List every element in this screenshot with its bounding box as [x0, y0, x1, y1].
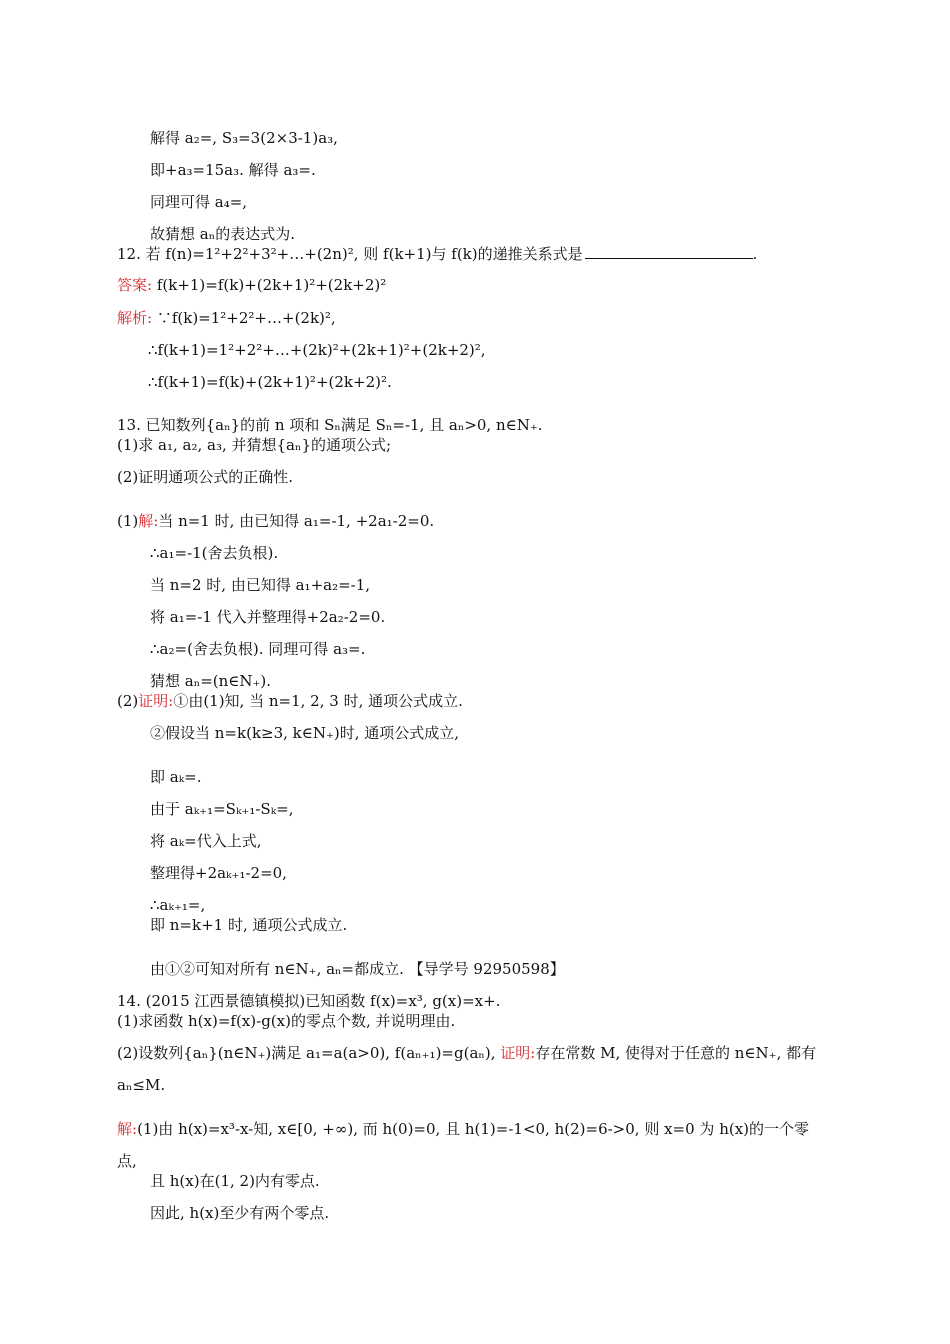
line-text: 将 a₁=-1 代入并整理得+2a₂-2=0.	[150, 608, 386, 626]
line-text: 即 n=k+1 时, 通项公式成立.	[150, 916, 348, 934]
line-text: (1)求 a₁, a₂, a₃, 并猜想{aₙ}的通项公式;	[117, 436, 392, 454]
line-text: 12. 若 f(n)=1²+2²+3²+…+(2n)², 则 f(k+1)与 f(k)的递推关系式是	[117, 245, 583, 263]
line-text: 故猜想 aₙ的表达式为.	[150, 225, 295, 243]
text-line	[150, 639, 365, 659]
line-text: 将 aₖ=代入上式,	[150, 832, 262, 850]
text-line	[150, 831, 262, 851]
text-line	[150, 543, 278, 563]
text-line	[117, 991, 500, 1011]
text-line	[148, 372, 392, 392]
text-line	[150, 128, 338, 148]
line-text-continued: 存在常数 M, 使得对于任意的 n∈N₊, 都有	[535, 1044, 817, 1062]
answer-label: 解:	[138, 512, 159, 530]
text-line	[150, 1203, 329, 1223]
text-line	[117, 1151, 137, 1171]
text-line	[150, 723, 459, 743]
line-text: (1)由 h(x)=x³-x-知, x∈[0, +∞), 而 h(0)=0, 且 h(1)=-1<0, h(2)=6->0, 则 x=0 为 h(x)的一个零	[137, 1120, 810, 1138]
line-text: (2)证明通项公式的正确性.	[117, 468, 294, 486]
text-line	[150, 671, 271, 691]
line-text: ∴f(k+1)=1²+2²+…+(2k)²+(2k+1)²+(2k+2)²,	[148, 341, 486, 359]
text-line	[150, 799, 294, 819]
line-text: 13. 已知数列{aₙ}的前 n 项和 Sₙ满足 Sₙ=-1, 且 aₙ>0, n∈N₊.	[117, 416, 543, 434]
line-text: ①由(1)知, 当 n=1, 2, 3 时, 通项公式成立.	[173, 692, 463, 710]
line-text: 同理可得 a₄=,	[150, 193, 248, 211]
text-line	[148, 340, 486, 360]
line-text: 整理得+2aₖ₊₁-2=0,	[150, 864, 287, 882]
line-text: 即+a₃=15a₃. 解得 a₃=.	[150, 161, 316, 179]
text-line	[150, 160, 316, 180]
text-line	[117, 511, 434, 531]
line-text: ∴a₂=(舍去负根). 同理可得 a₃=.	[150, 640, 366, 658]
text-line	[150, 959, 565, 979]
answer-blank	[585, 244, 753, 259]
text-line	[117, 1043, 816, 1063]
text-line	[150, 192, 247, 212]
text-line	[117, 1011, 455, 1031]
line-text: (2)设数列{aₙ}(n∈N₊)满足 a₁=a(a>0), f(aₙ₊₁)=g(aₙ),	[117, 1044, 501, 1062]
line-text: f(k+1)=f(k)+(2k+1)²+(2k+2)²	[152, 276, 387, 294]
line-prefix: (2)	[117, 692, 139, 710]
line-text: 14. (2015 江西景德镇模拟)已知函数 f(x)=x³, g(x)=x+.	[117, 992, 501, 1010]
line-text: (1)求函数 h(x)=f(x)-g(x)的零点个数, 并说明理由.	[117, 1012, 456, 1030]
text-line	[150, 863, 287, 883]
answer-label: 解析:	[117, 309, 153, 327]
line-text: ∵f(k)=1²+2²+…+(2k)²,	[152, 309, 336, 327]
line-text: ②假设当 n=k(k≥3, k∈N₊)时, 通项公式成立,	[150, 724, 460, 742]
line-text: 因此, h(x)至少有两个零点.	[150, 1204, 330, 1222]
text-line	[117, 308, 336, 328]
line-text: ∴f(k+1)=f(k)+(2k+1)²+(2k+2)².	[148, 373, 392, 391]
text-line	[117, 1075, 165, 1095]
text-line	[117, 275, 386, 295]
answer-label: 证明:	[138, 692, 174, 710]
text-line	[150, 915, 347, 935]
line-text: 猜想 aₙ=(n∈N₊).	[150, 672, 272, 690]
line-text: 由①②可知对所有 n∈N₊, aₙ=都成立. 【导学号 92950598】	[150, 960, 565, 978]
text-line	[117, 244, 757, 264]
line-tail: .	[752, 245, 758, 263]
line-text: 当 n=1 时, 由已知得 a₁=-1, +2a₁-2=0.	[158, 512, 435, 530]
text-line	[150, 767, 202, 787]
line-text: 点,	[117, 1152, 137, 1170]
text-line	[117, 435, 391, 455]
answer-label: 解:	[117, 1120, 138, 1138]
line-text: ∴a₁=-1(舍去负根).	[150, 544, 279, 562]
text-line	[117, 691, 463, 711]
line-text: 且 h(x)在(1, 2)内有零点.	[150, 1172, 320, 1190]
line-prefix: (1)	[117, 512, 139, 530]
line-text: 当 n=2 时, 由已知得 a₁+a₂=-1,	[150, 576, 371, 594]
text-line	[150, 895, 205, 915]
answer-label: 答案:	[117, 276, 153, 294]
line-text: 解得 a₂=, S₃=3(2×3-1)a₃,	[150, 129, 338, 147]
text-line	[117, 415, 543, 435]
text-line	[117, 467, 293, 487]
line-text: ∴aₖ₊₁=,	[150, 896, 206, 914]
text-line	[150, 1171, 320, 1191]
line-text: aₙ≤M.	[117, 1076, 166, 1094]
text-line	[150, 224, 295, 244]
proof-label: 证明:	[500, 1044, 536, 1062]
line-text: 即 aₖ=.	[150, 768, 202, 786]
text-line	[117, 1119, 809, 1139]
text-line	[150, 607, 385, 627]
line-text: 由于 aₖ₊₁=Sₖ₊₁-Sₖ=,	[150, 800, 294, 818]
text-line	[150, 575, 370, 595]
